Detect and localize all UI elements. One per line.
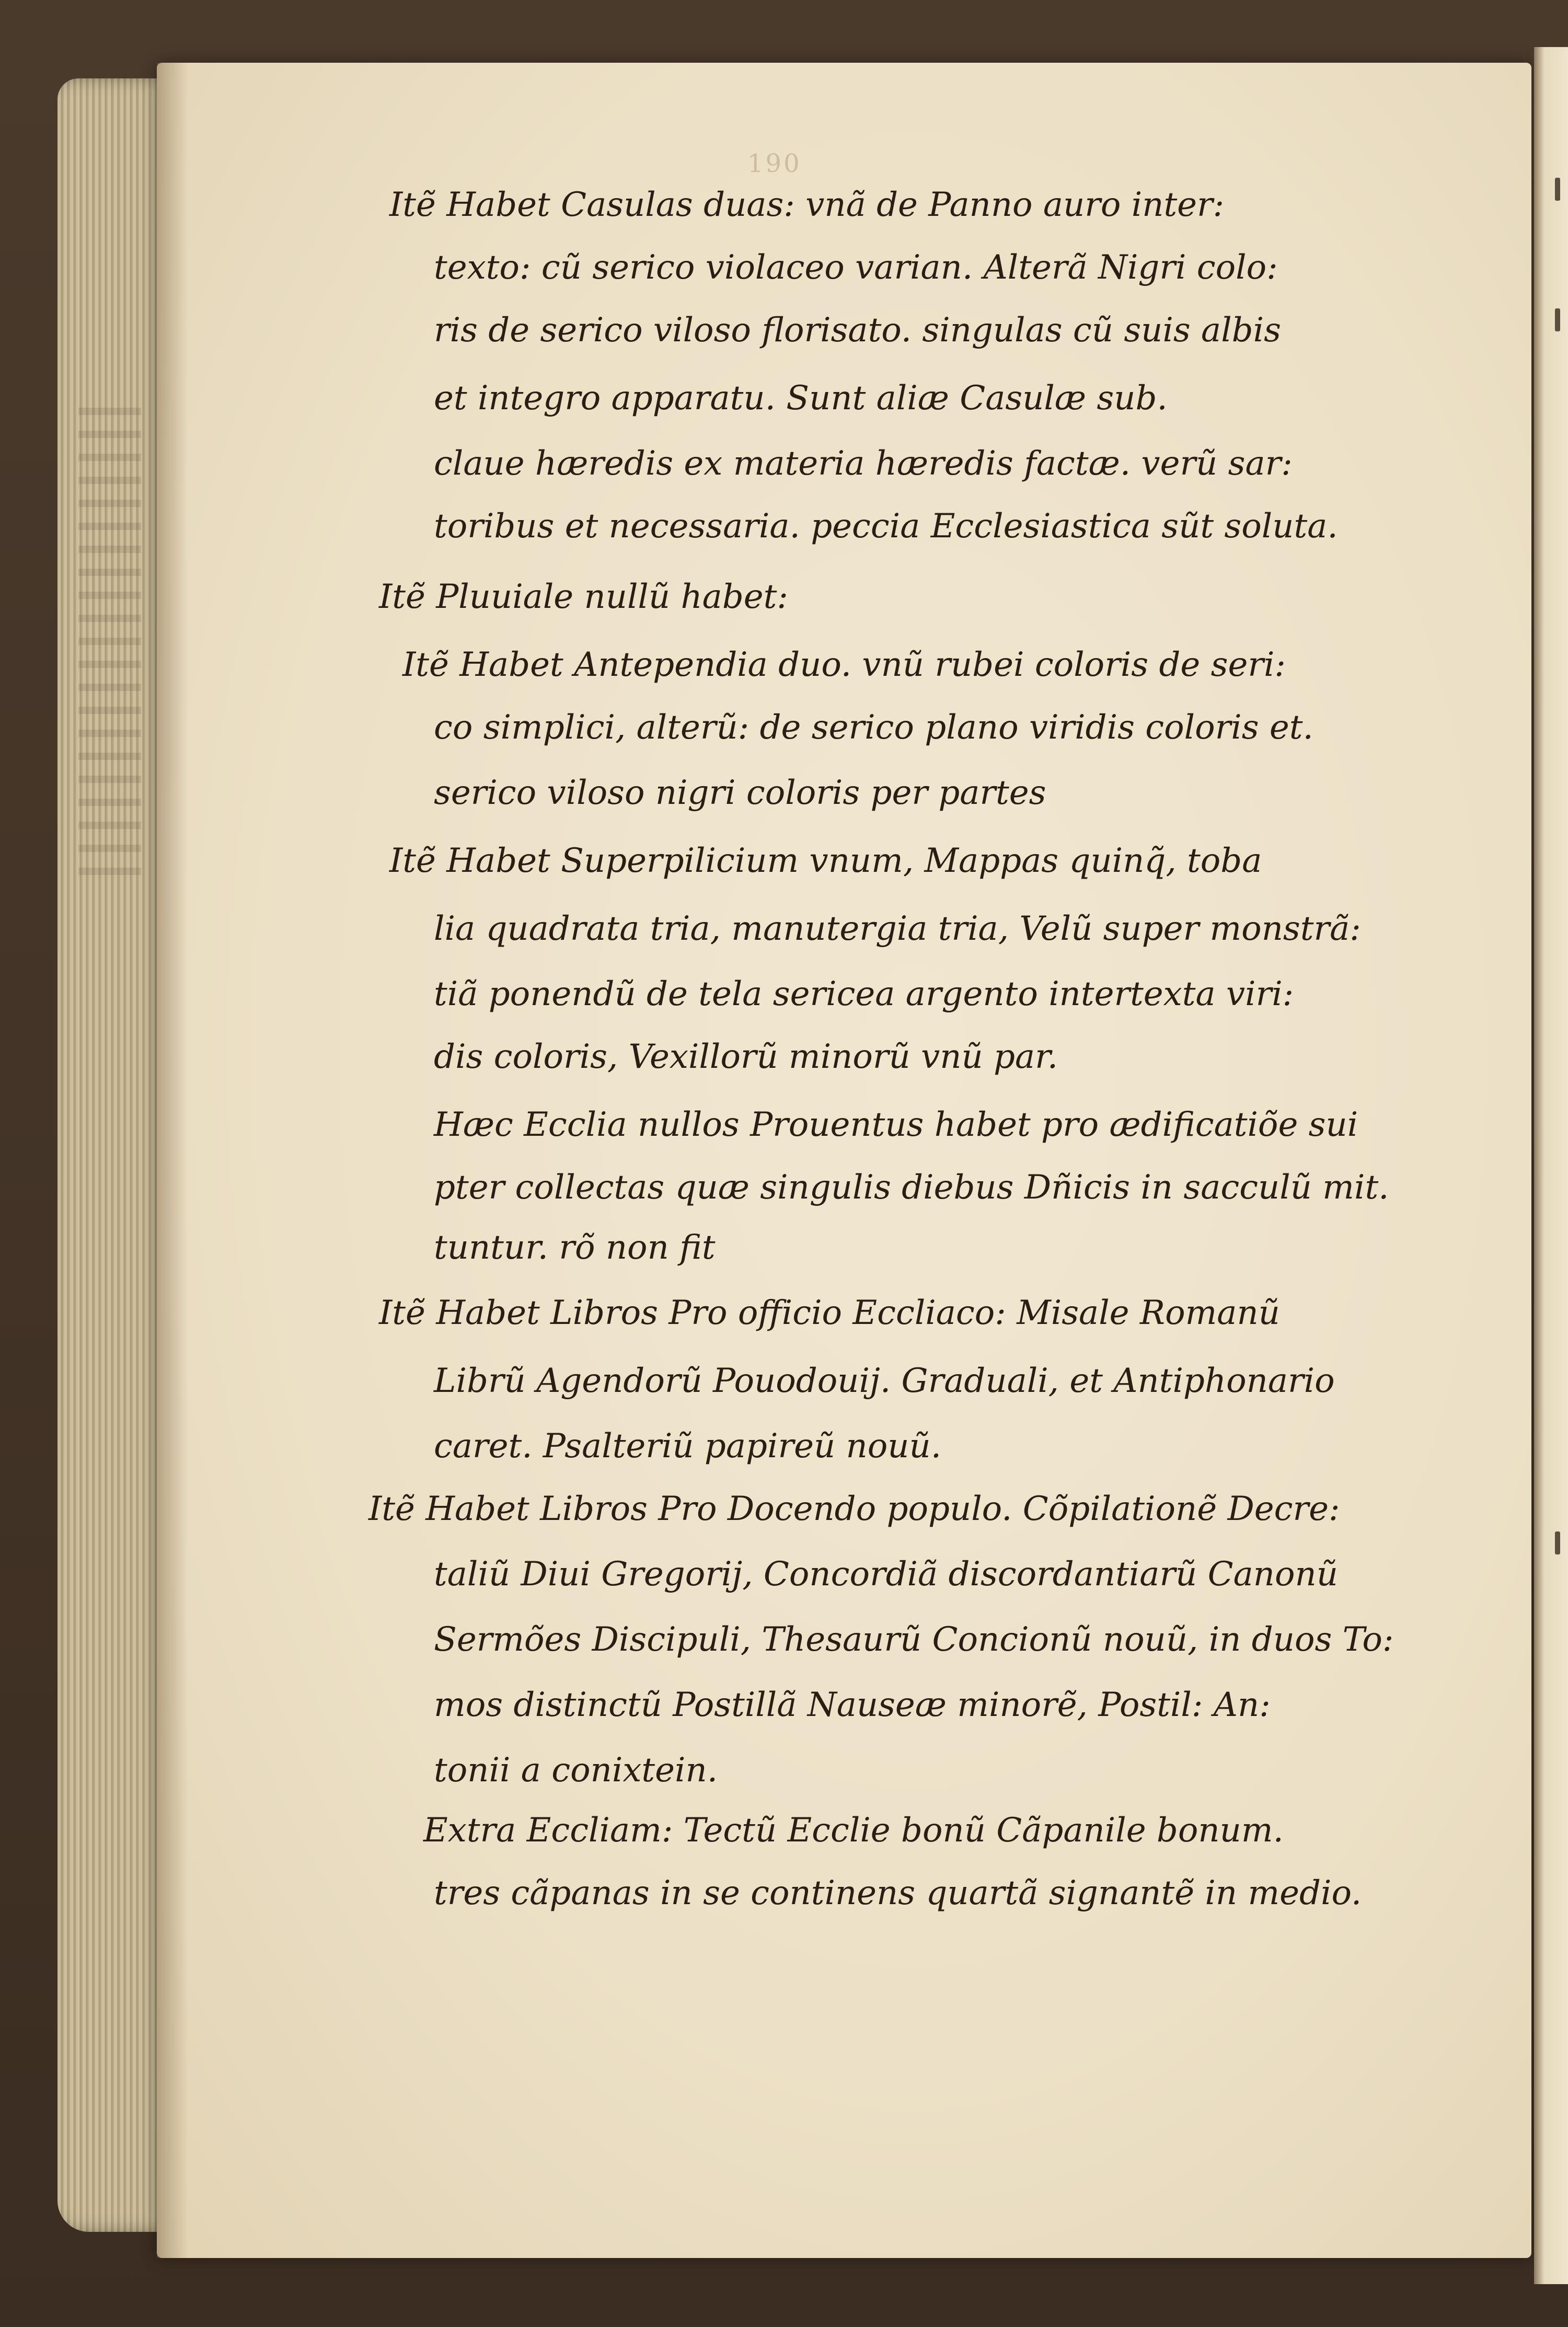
text-line: texto: cũ serico violaceo varian. Alterã Nigri colo: bbox=[434, 248, 1278, 287]
text-line: caret. Psalteriũ papireũ nouũ. bbox=[434, 1427, 942, 1466]
text-line: Itẽ Habet Libros Pro officio Eccliaco: Misale Romanũ bbox=[379, 1294, 1280, 1332]
text-line: Itẽ Habet Libros Pro Docendo populo. Cõpilationẽ Decre: bbox=[368, 1490, 1340, 1528]
text-line: Itẽ Pluuiale nullũ habet: bbox=[379, 578, 788, 616]
text-line: serico viloso nigri coloris per partes bbox=[434, 774, 1046, 812]
text-line: et integro apparatu. Sunt aliæ Casulæ sub. bbox=[434, 379, 1168, 418]
book-page-edges bbox=[57, 78, 172, 2232]
folio-number: 190 bbox=[747, 149, 802, 178]
text-line: toribus et necessaria. peccia Ecclesiastica sũt soluta. bbox=[434, 507, 1338, 546]
text-line: tres cãpanas in se continens quartã signantẽ in medio. bbox=[434, 1874, 1362, 1913]
page-gutter-shadow bbox=[157, 63, 188, 2258]
text-line: Librũ Agendorũ Pouodouij. Graduali, et Antiphonario bbox=[434, 1362, 1335, 1400]
text-line: Hæc Ecclia nullos Prouentus habet pro ædificatiõe sui bbox=[434, 1105, 1358, 1144]
text-line: tonii a conixtein. bbox=[434, 1751, 718, 1790]
text-line: tiã ponendũ de tela sericea argento intertexta viri: bbox=[434, 975, 1294, 1013]
text-line: Sermões Discipuli, Thesaurũ Concionũ nouũ, in duos To: bbox=[434, 1620, 1394, 1659]
facing-page-ink-mark bbox=[1555, 1531, 1560, 1554]
text-line: lia quadrata tria, manutergia tria, Velũ super monstrã: bbox=[434, 909, 1361, 948]
text-line: pter collectas quæ singulis diebus Dñicis in sacculũ mit. bbox=[434, 1168, 1389, 1207]
text-line: taliũ Diui Gregorij, Concordiã discordantiarũ Canonũ bbox=[434, 1555, 1338, 1594]
facing-page-ink-mark bbox=[1555, 308, 1560, 331]
text-line: Itẽ Habet Casulas duas: vnã de Panno auro inter: bbox=[389, 186, 1225, 224]
text-line: Extra Eccliam: Tectũ Ecclie bonũ Cãpanile bonum. bbox=[423, 1811, 1284, 1850]
text-line: Itẽ Habet Superpilicium vnum, Mappas quinq̃, toba bbox=[389, 842, 1262, 880]
text-line: dis coloris, Vexillorũ minorũ vnũ par. bbox=[434, 1038, 1058, 1076]
facing-page-ink-mark bbox=[1555, 178, 1560, 201]
text-line: ris de serico viloso florisato. singulas cũ suis albis bbox=[434, 311, 1281, 350]
text-line: co simplici, alterũ: de serico plano viridis coloris et. bbox=[434, 708, 1313, 747]
text-line: mos distinctũ Postillã Nauseæ minorẽ, Postil: An: bbox=[434, 1686, 1271, 1724]
bleed-through-text bbox=[78, 408, 141, 878]
text-line: Itẽ Habet Antependia duo. vnũ rubei coloris de seri: bbox=[402, 646, 1286, 684]
facing-page-sliver bbox=[1534, 47, 1568, 2284]
text-line: tuntur. rõ non fit bbox=[434, 1228, 716, 1267]
text-line: claue hæredis ex materia hæredis factæ. verũ sar: bbox=[434, 444, 1293, 483]
